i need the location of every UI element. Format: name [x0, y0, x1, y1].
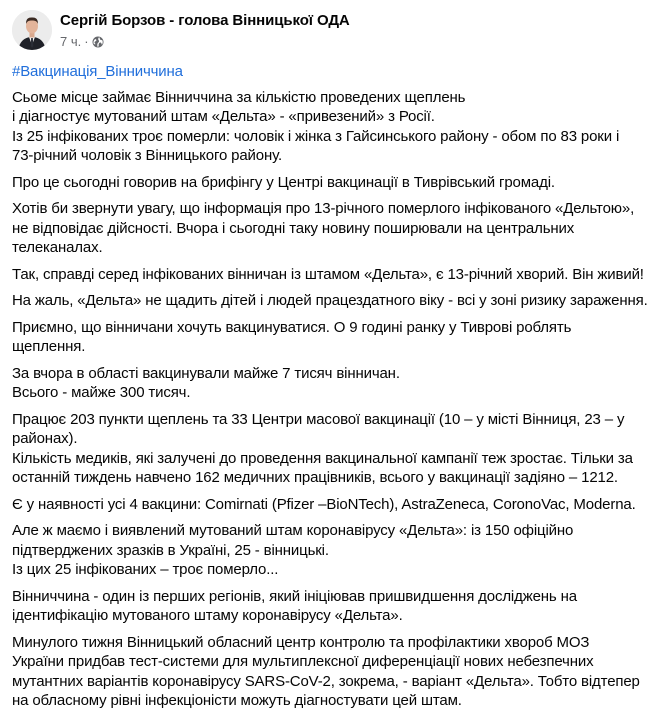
text-line: ідентифікацію мутованого штаму коронавірусу «Дельта». [12, 607, 403, 624]
paragraph-10 [12, 521, 656, 580]
post-body [12, 58, 672, 711]
text-line: районах). [12, 430, 78, 447]
text-line: телеканалах. [12, 239, 103, 256]
text-line: Приємно, що вінничани хочуть вакцинуватися. О 9 годині ранку у Тиврові роблять [12, 318, 572, 336]
text-line: Хотів би звернути увагу, що інформація про 13-річного померлого інфікованого «Дельтою», [12, 200, 635, 217]
paragraph-7 [12, 364, 656, 403]
globe-icon[interactable] [92, 36, 104, 48]
paragraph-12 [12, 633, 656, 711]
paragraph-4 [12, 265, 656, 285]
text-line: 73-річний чоловік з Вінницького району. [12, 147, 282, 164]
text-line: останній тиждень навчено 162 медичних працівників, всього у вакцинації задіяно – 1212. [12, 469, 618, 486]
text-line: підтверджених зразків в Україні, 25 - вінницькі. [12, 541, 329, 559]
hashtag-link[interactable]: #Вакцинація_Вінниччина [12, 63, 183, 80]
text-line: Але ж маємо і виявлений мутований штам коронавірусу «Дельта»: із 150 офіційно [12, 522, 574, 539]
author-name[interactable]: Сергій Борзов - голова Вінницької ОДА [60, 12, 350, 29]
text-line: і діагностує мутований штам «Дельта» - «привезений» з Росії. [12, 108, 435, 125]
paragraph-1 [12, 88, 656, 166]
post-header [12, 0, 672, 58]
paragraph-2 [12, 173, 656, 193]
text-line: Із цих 25 інфікованих – троє померло... [12, 561, 279, 578]
text-line: Про це сьогодні говорив на брифінгу у Центрі вакцинації в Тиврівський громаді. [12, 173, 555, 191]
text-line: Є у наявності усі 4 вакцини: Comirnati (Pfizer –BioNTech), AstraZeneca, CoronoVac, Moderna. [12, 495, 636, 513]
paragraph-11 [12, 587, 656, 626]
text-line: Працює 203 пункти щеплень та 33 Центри масової вакцинації (10 – у місті Вінниця, 23 – у [12, 410, 625, 428]
text-line: Кількість медиків, які залучені до проведення вакцинальної кампанії теж зростає. Тільки за [12, 449, 633, 467]
paragraph-9 [12, 495, 656, 515]
text-line: Так, справді серед інфікованих вінничан із штамом «Дельта», є 13-річний хворий. Він живий! [12, 265, 644, 283]
text-line: Сьоме місце займає Вінниччина за кількістю проведених щеплень [12, 88, 466, 106]
paragraph-5 [12, 291, 656, 311]
text-line: України придбав тест-системи для мультиплексної диференціації нових небезпечних [12, 653, 594, 670]
text-line: на обласному рівні інфекціоністи можуть діагностувати цей штам. [12, 692, 462, 709]
paragraph-6 [12, 318, 656, 357]
text-line: Вінниччина - один із перших регіонів, який ініціював пришвидшення досліджень на [12, 587, 577, 605]
text-line: не відповідає дійсності. Вчора і сьогодні таку новину поширювали на центральних [12, 219, 575, 237]
header-meta [60, 10, 350, 50]
text-line: Із 25 інфікованих троє померли: чоловік і жінка з Гайсинського району - обом по 83 роки і [12, 127, 620, 145]
author-avatar[interactable] [12, 10, 52, 50]
text-line: щеплення. [12, 338, 86, 355]
profile-photo-icon [12, 10, 52, 50]
text-line: Всього - майже 300 тисяч. [12, 384, 191, 401]
text-line: За вчора в області вакцинували майже 7 тисяч вінничан. [12, 364, 400, 382]
text-line: Минулого тижня Вінницький обласний центр контролю та профілактики хвороб МОЗ [12, 633, 590, 651]
text-line: На жаль, «Дельта» не щадить дітей і людей працездатного віку - всі у зоні ризику зараження. [12, 292, 648, 309]
paragraph-3 [12, 199, 656, 258]
post-timestamp[interactable]: 7 ч. [60, 34, 82, 49]
post-meta [60, 34, 350, 50]
meta-separator: · [84, 34, 89, 49]
paragraph-8 [12, 410, 656, 488]
text-line: мутантних варіантів коронавірусу SARS-CoV-2, зокрема, - варіант «Дельта». Тобто відтепер [12, 672, 640, 690]
